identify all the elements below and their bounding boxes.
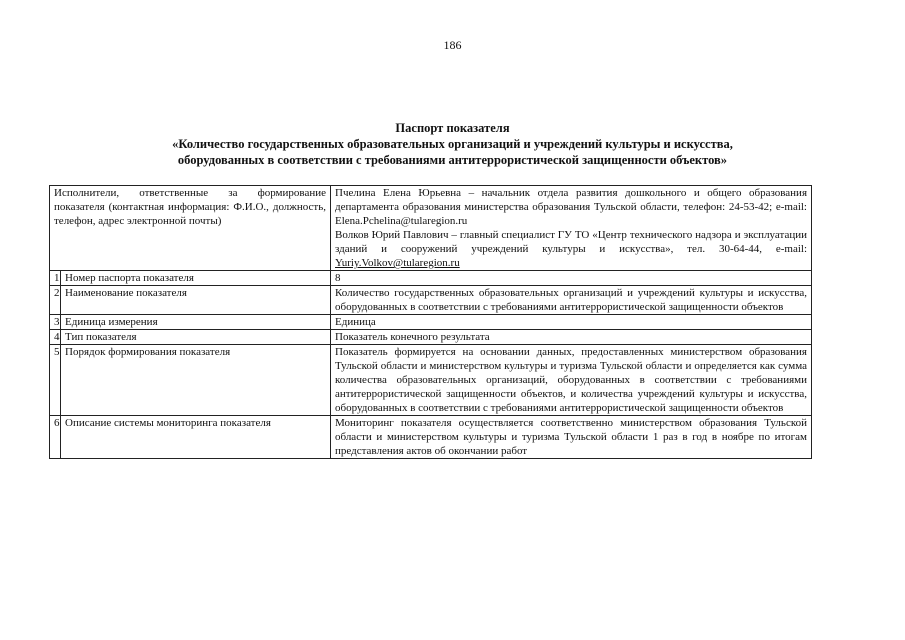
row-value: Единица xyxy=(331,315,812,330)
executor-email-link[interactable]: Yuriy.Volkov@tularegion.ru xyxy=(335,257,460,269)
passport-table xyxy=(49,185,812,459)
row-label: Номер паспорта показателя xyxy=(61,271,331,286)
table-row xyxy=(50,271,812,286)
row-value: Показатель конечного результата xyxy=(331,330,812,345)
row-number: 2 xyxy=(50,286,61,315)
row-label: Наименование показателя xyxy=(61,286,331,315)
table-row xyxy=(50,315,812,330)
row-value: 8 xyxy=(331,271,812,286)
title-line-3: оборудованных в соответствии с требованиями антитеррористической защищенности объектов» xyxy=(177,153,728,167)
executor-contact-1: Пчелина Елена Юрьевна – начальник отдела развития дошкольного и общего образования департамента образования министерства образования Тульской области, телефон: 24-53-42; e-mail: Elena.Pchelina@tularegion.ru xyxy=(335,187,807,227)
executor-contact-2-text: Волков Юрий Павлович – главный специалист ГУ ТО «Центр технического надзора и эксплуатации зданий и сооружений учреждений культуры и искусства», тел. 30-64-44, e-mail: xyxy=(335,229,807,255)
page-number: 186 xyxy=(443,38,462,52)
document-title xyxy=(80,120,825,168)
row-number: 6 xyxy=(50,416,61,459)
title-line-2: «Количество государственных образовательных организаций и учреждений культуры и искусства, xyxy=(172,137,733,151)
row-number: 4 xyxy=(50,330,61,345)
executor-contact-2 xyxy=(335,228,807,270)
row-value: Мониторинг показателя осуществляется соответственно министерством образования Тульской области и министерством культуры и туризма Тульской области 1 раз в год в ноябре по итогам представления актов об окончании работ xyxy=(331,416,812,459)
row-value: Количество государственных образовательных организаций и учреждений культуры и искусства, оборудованных в соответствии с требованиями антитеррористической защищенности объектов xyxy=(331,286,812,315)
table-row xyxy=(50,286,812,315)
table-row-executors xyxy=(50,186,812,271)
table-row xyxy=(50,330,812,345)
row-label: Порядок формирования показателя xyxy=(61,345,331,416)
row-number: 1 xyxy=(50,271,61,286)
row-number: 3 xyxy=(50,315,61,330)
executors-value xyxy=(331,186,812,271)
table-row xyxy=(50,416,812,459)
executors-label: Исполнители, ответственные за формирование показателя (контактная информация: Ф.И.О., должность, телефон, адрес электронной почты) xyxy=(50,186,331,271)
row-label: Единица измерения xyxy=(61,315,331,330)
title-heading: Паспорт показателя xyxy=(395,121,510,135)
table-row xyxy=(50,345,812,416)
row-value: Показатель формируется на основании данных, предоставленных министерством образования Тульской области и министерством культуры и туризма Тульской области и определяется как сумма количества образовательных организаций, оборудованных в соответствии с требованиями антитеррористической защищенности объектов, и количества учреждений культуры и искусства, оборудованных в соответствии с требованиями антитеррористической защищенности объектов xyxy=(331,345,812,416)
row-label: Тип показателя xyxy=(61,330,331,345)
row-label: Описание системы мониторинга показателя xyxy=(61,416,331,459)
row-number: 5 xyxy=(50,345,61,416)
